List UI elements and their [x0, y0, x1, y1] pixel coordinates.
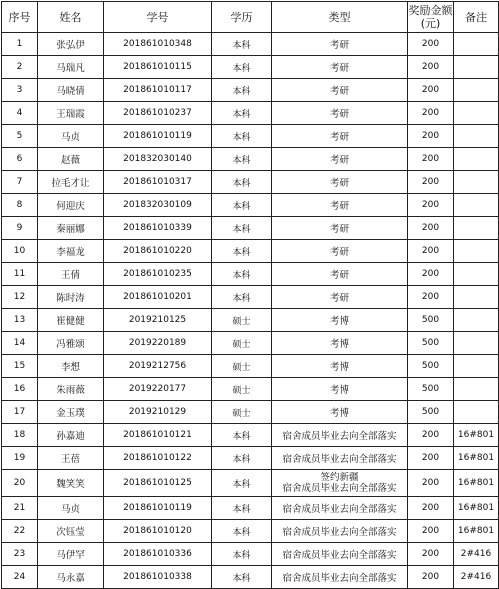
cell-type: 宿舍成员毕业去向全部落实 — [272, 520, 408, 543]
cell-index: 22 — [2, 520, 38, 543]
cell-education: 硕士 — [212, 401, 272, 424]
cell-name: 马瑞凡 — [38, 56, 104, 79]
header-row — [2, 2, 499, 33]
header-amount-line2: (元) — [420, 17, 441, 30]
cell-index: 8 — [2, 194, 38, 217]
cell-type: 考研 — [272, 102, 408, 125]
table-row — [2, 171, 499, 194]
cell-type: 考博 — [272, 309, 408, 332]
cell-amount: 500 — [408, 332, 454, 355]
cell-education: 本科 — [212, 566, 272, 589]
cell-education: 本科 — [212, 79, 272, 102]
cell-index: 2 — [2, 56, 38, 79]
cell-name: 赵薇 — [38, 148, 104, 171]
table-row — [2, 79, 499, 102]
cell-index: 12 — [2, 286, 38, 309]
cell-name: 陈时涛 — [38, 286, 104, 309]
cell-note: 2#416 — [454, 543, 499, 566]
cell-amount: 200 — [408, 566, 454, 589]
cell-name: 马贞 — [38, 497, 104, 520]
cell-education: 本科 — [212, 217, 272, 240]
cell-education: 本科 — [212, 148, 272, 171]
cell-type: 考博 — [272, 332, 408, 355]
cell-index: 15 — [2, 355, 38, 378]
cell-type: 宿舍成员毕业去向全部落实 — [272, 543, 408, 566]
cell-student-id: 2019220177 — [104, 378, 212, 401]
cell-amount: 200 — [408, 520, 454, 543]
cell-education: 本科 — [212, 56, 272, 79]
roster-body — [2, 33, 499, 589]
table-row — [2, 378, 499, 401]
cell-student-id: 201861010117 — [104, 79, 212, 102]
cell-note — [454, 355, 499, 378]
table-row — [2, 33, 499, 56]
table-row — [2, 194, 499, 217]
cell-note: 16#801 — [454, 497, 499, 520]
table-row — [2, 470, 499, 497]
cell-note — [454, 286, 499, 309]
cell-student-id: 201861010220 — [104, 240, 212, 263]
cell-index: 23 — [2, 543, 38, 566]
cell-education: 本科 — [212, 520, 272, 543]
table-row — [2, 355, 499, 378]
cell-note — [454, 309, 499, 332]
cell-name: 马永嘉 — [38, 566, 104, 589]
cell-name: 金玉璞 — [38, 401, 104, 424]
cell-student-id: 201861010119 — [104, 125, 212, 148]
cell-name: 马贞 — [38, 125, 104, 148]
cell-type: 考研 — [272, 125, 408, 148]
cell-amount: 200 — [408, 240, 454, 263]
cell-student-id: 201861010122 — [104, 447, 212, 470]
cell-type: 考研 — [272, 217, 408, 240]
cell-index: 6 — [2, 148, 38, 171]
cell-note: 16#801 — [454, 470, 499, 497]
cell-index: 10 — [2, 240, 38, 263]
cell-education: 本科 — [212, 470, 272, 497]
cell-student-id: 201861010115 — [104, 56, 212, 79]
cell-type: 考研 — [272, 240, 408, 263]
cell-amount: 500 — [408, 355, 454, 378]
table-row — [2, 447, 499, 470]
cell-note: 16#801 — [454, 424, 499, 447]
cell-type: 考研 — [272, 148, 408, 171]
cell-index: 16 — [2, 378, 38, 401]
cell-type: 考博 — [272, 378, 408, 401]
cell-education: 硕士 — [212, 355, 272, 378]
cell-index: 4 — [2, 102, 38, 125]
header-index: 序号 — [2, 2, 38, 33]
cell-index: 21 — [2, 497, 38, 520]
table-row — [2, 240, 499, 263]
cell-education: 硕士 — [212, 309, 272, 332]
cell-name: 王倩 — [38, 263, 104, 286]
table-row — [2, 102, 499, 125]
cell-name: 朱雨薇 — [38, 378, 104, 401]
cell-note: 16#801 — [454, 447, 499, 470]
cell-name: 何迎庆 — [38, 194, 104, 217]
cell-amount: 200 — [408, 102, 454, 125]
cell-amount: 200 — [408, 194, 454, 217]
award-roster-table — [1, 1, 499, 589]
table-row — [2, 309, 499, 332]
cell-amount: 200 — [408, 217, 454, 240]
table-row — [2, 286, 499, 309]
cell-note — [454, 240, 499, 263]
header-amount-line1: 奖励金额 — [408, 4, 453, 17]
cell-name: 拉毛才让 — [38, 171, 104, 194]
cell-student-id: 2019210125 — [104, 309, 212, 332]
cell-type — [272, 470, 408, 497]
cell-amount: 200 — [408, 286, 454, 309]
cell-education: 本科 — [212, 194, 272, 217]
table-row — [2, 217, 499, 240]
cell-name: 王瑞霞 — [38, 102, 104, 125]
cell-note — [454, 263, 499, 286]
cell-note — [454, 217, 499, 240]
cell-name: 李想 — [38, 355, 104, 378]
cell-amount: 200 — [408, 56, 454, 79]
cell-type: 考研 — [272, 263, 408, 286]
cell-student-id: 201861010120 — [104, 520, 212, 543]
table-row — [2, 566, 499, 589]
cell-type: 宿舍成员毕业去向全部落实 — [272, 566, 408, 589]
cell-type: 考研 — [272, 194, 408, 217]
cell-index: 13 — [2, 309, 38, 332]
header-note: 备注 — [454, 2, 499, 33]
cell-student-id: 201861010339 — [104, 217, 212, 240]
cell-student-id: 201832030109 — [104, 194, 212, 217]
cell-note — [454, 171, 499, 194]
cell-amount: 200 — [408, 171, 454, 194]
header-type: 类型 — [272, 2, 408, 33]
cell-education: 硕士 — [212, 378, 272, 401]
cell-type: 考博 — [272, 401, 408, 424]
cell-note — [454, 56, 499, 79]
cell-education: 本科 — [212, 125, 272, 148]
cell-name: 秦丽娜 — [38, 217, 104, 240]
table-row — [2, 332, 499, 355]
cell-amount: 500 — [408, 401, 454, 424]
cell-note — [454, 194, 499, 217]
cell-student-id: 2019212756 — [104, 355, 212, 378]
cell-education: 本科 — [212, 171, 272, 194]
cell-index: 14 — [2, 332, 38, 355]
cell-student-id: 201861010121 — [104, 424, 212, 447]
cell-type: 考研 — [272, 79, 408, 102]
table-row — [2, 56, 499, 79]
cell-education: 本科 — [212, 497, 272, 520]
cell-note: 16#801 — [454, 520, 499, 543]
cell-note — [454, 148, 499, 171]
cell-note — [454, 378, 499, 401]
cell-student-id: 201861010338 — [104, 566, 212, 589]
cell-name: 马晓倩 — [38, 79, 104, 102]
cell-education: 本科 — [212, 102, 272, 125]
header-amount — [408, 2, 454, 33]
cell-index: 9 — [2, 217, 38, 240]
cell-note — [454, 102, 499, 125]
cell-student-id: 201861010125 — [104, 470, 212, 497]
cell-education: 硕士 — [212, 332, 272, 355]
cell-note — [454, 125, 499, 148]
cell-type-line2: 宿舍成员毕业去向全部落实 — [282, 483, 397, 494]
table-row — [2, 543, 499, 566]
header-education: 学历 — [212, 2, 272, 33]
cell-type: 宿舍成员毕业去向全部落实 — [272, 424, 408, 447]
cell-student-id: 201861010119 — [104, 497, 212, 520]
header-name: 姓名 — [38, 2, 104, 33]
cell-index: 3 — [2, 79, 38, 102]
cell-type: 考研 — [272, 56, 408, 79]
cell-education: 本科 — [212, 263, 272, 286]
cell-amount: 200 — [408, 33, 454, 56]
cell-type: 考博 — [272, 355, 408, 378]
cell-name: 张弘伊 — [38, 33, 104, 56]
cell-education: 本科 — [212, 240, 272, 263]
cell-index: 1 — [2, 33, 38, 56]
cell-type: 考研 — [272, 33, 408, 56]
cell-student-id: 2019220189 — [104, 332, 212, 355]
award-roster-sheet — [0, 1, 499, 584]
table-row — [2, 497, 499, 520]
cell-student-id: 201832030140 — [104, 148, 212, 171]
cell-index: 17 — [2, 401, 38, 424]
table-row — [2, 263, 499, 286]
cell-note — [454, 332, 499, 355]
cell-student-id: 201861010235 — [104, 263, 212, 286]
table-row — [2, 125, 499, 148]
cell-name: 次钰莹 — [38, 520, 104, 543]
cell-note — [454, 401, 499, 424]
table-row — [2, 148, 499, 171]
cell-type-line1: 签约新疆 — [320, 472, 359, 483]
cell-amount: 500 — [408, 309, 454, 332]
cell-student-id: 201861010348 — [104, 33, 212, 56]
cell-amount: 200 — [408, 470, 454, 497]
cell-student-id: 201861010201 — [104, 286, 212, 309]
cell-name: 马伊罕 — [38, 543, 104, 566]
cell-name: 冯雅颂 — [38, 332, 104, 355]
table-row — [2, 520, 499, 543]
table-row — [2, 401, 499, 424]
cell-amount: 200 — [408, 148, 454, 171]
cell-amount: 200 — [408, 263, 454, 286]
cell-index: 11 — [2, 263, 38, 286]
cell-education: 本科 — [212, 543, 272, 566]
cell-index: 18 — [2, 424, 38, 447]
cell-note — [454, 33, 499, 56]
cell-amount: 500 — [408, 378, 454, 401]
cell-note: 2#416 — [454, 566, 499, 589]
cell-index: 7 — [2, 171, 38, 194]
cell-amount: 200 — [408, 497, 454, 520]
cell-index: 5 — [2, 125, 38, 148]
cell-amount: 200 — [408, 447, 454, 470]
cell-amount: 200 — [408, 79, 454, 102]
cell-student-id: 2019210129 — [104, 401, 212, 424]
cell-type: 宿舍成员毕业去向全部落实 — [272, 447, 408, 470]
cell-education: 本科 — [212, 424, 272, 447]
cell-type: 宿舍成员毕业去向全部落实 — [272, 497, 408, 520]
cell-student-id: 201861010317 — [104, 171, 212, 194]
cell-education: 本科 — [212, 286, 272, 309]
cell-student-id: 201861010336 — [104, 543, 212, 566]
header-student-id: 学号 — [104, 2, 212, 33]
cell-name: 孙嘉迪 — [38, 424, 104, 447]
cell-education: 本科 — [212, 33, 272, 56]
cell-name: 李福龙 — [38, 240, 104, 263]
cell-amount: 200 — [408, 543, 454, 566]
cell-name: 崔健健 — [38, 309, 104, 332]
cell-education: 本科 — [212, 447, 272, 470]
cell-name: 王蓓 — [38, 447, 104, 470]
cell-student-id: 201861010237 — [104, 102, 212, 125]
cell-index: 20 — [2, 470, 38, 497]
cell-amount: 200 — [408, 125, 454, 148]
cell-index: 24 — [2, 566, 38, 589]
table-row — [2, 424, 499, 447]
cell-note — [454, 79, 499, 102]
cell-type: 考研 — [272, 286, 408, 309]
cell-amount: 200 — [408, 424, 454, 447]
cell-index: 19 — [2, 447, 38, 470]
cell-type: 考研 — [272, 171, 408, 194]
cell-name: 魏笑笑 — [38, 470, 104, 497]
